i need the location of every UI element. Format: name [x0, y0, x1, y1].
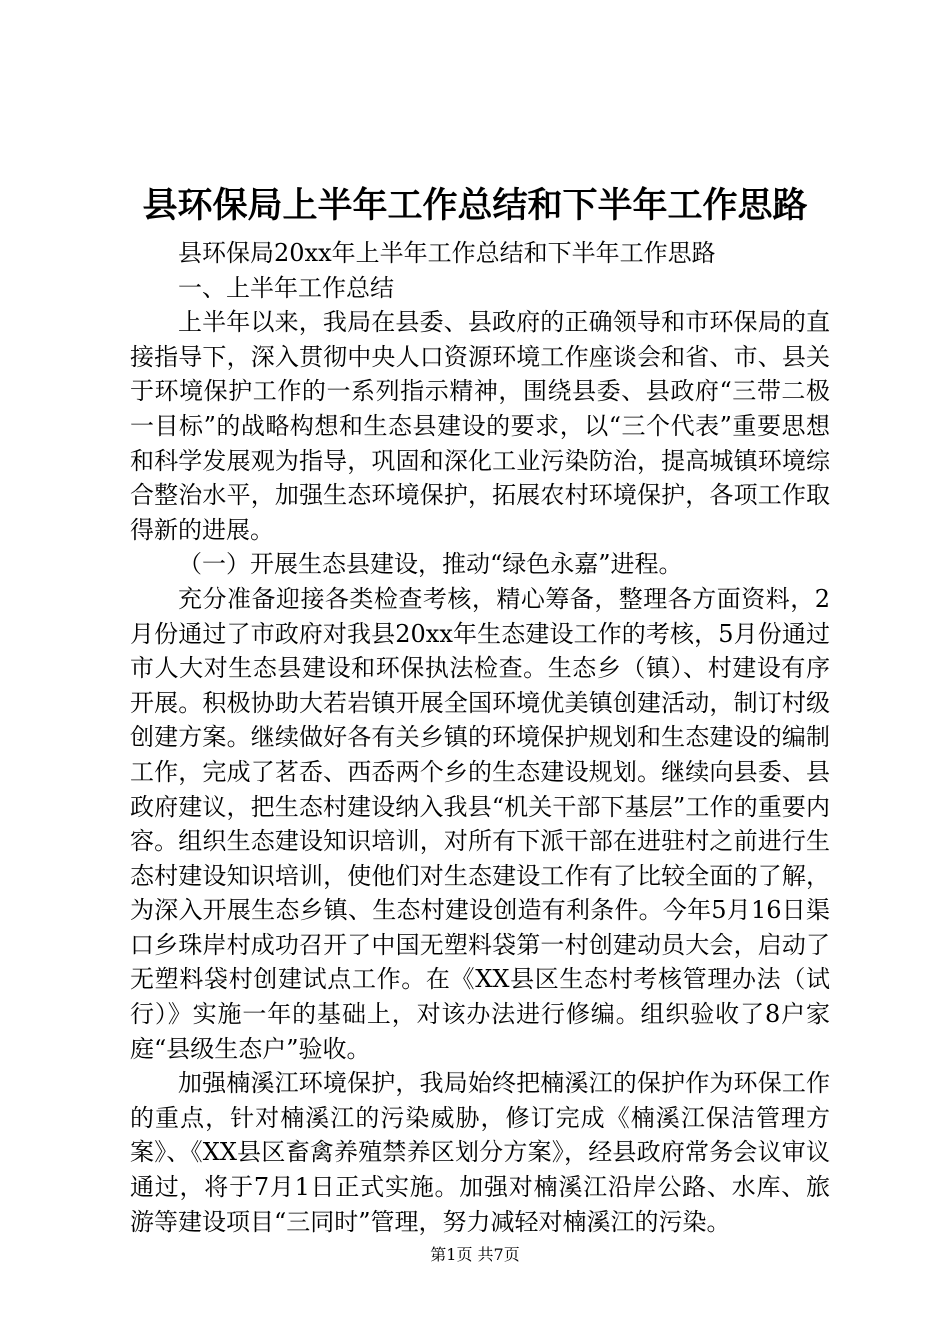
paragraph: （一）开展生态县建设，推动“绿色永嘉”进程。: [178, 550, 683, 579]
document-body: [130, 236, 830, 1239]
document-title: 县环保局上半年工作总结和下半年工作思路: [142, 185, 808, 226]
page-footer: 第1页 共7页: [430, 1245, 520, 1264]
paragraph: 加强楠溪江环境保护，我局始终把楠溪江的保护作为环保工作的重点，针对楠溪江的污染威胁，修订完成《楠溪江保洁管理方案》、《XX县区畜禽养殖禁养区划分方案》，经县政府常务会议审议通过，将于7月1日正式实施。加强对楠溪江沿岸公路、水库、旅游等建设项目“三同时”管理，努力减轻对楠溪江的污染。: [130, 1069, 830, 1236]
paragraph: 上半年以来，我局在县委、县政府的正确领导和市环保局的直接指导下，深入贯彻中央人口资源环境工作座谈会和省、市、县关于环境保护工作的一系列指示精神，围绕县委、县政府“三带二极一目标”的战略构想和生态县建设的要求，以“三个代表”重要思想和科学发展观为指导，巩固和深化工业污染防治，提高城镇环境综合整治水平，加强生态环境保护，拓展农村环境保护，各项工作取得新的进展。: [130, 308, 830, 544]
section-heading: 一、上半年工作总结: [178, 273, 394, 302]
paragraph: 充分准备迎接各类检查考核，精心筹备，整理各方面资料，2月份通过了市政府对我县20xx年生态建设工作的考核，5月份通过市人大对生态县建设和环保执法检查。生态乡（镇）、村建设有序开展。积极协助大若岩镇开展全国环境优美镇创建活动，制订村级创建方案。继续做好各有关乡镇的环境保护规划和生态建设的编制工作，完成了茗岙、西岙两个乡的生态建设规划。继续向县委、县政府建议，把生态村建设纳入我县“机关干部下基层”工作的重要内容。组织生态建设知识培训，对所有下派干部在进驻村之前进行生态村建设知识培训，使他们对生态建设工作有了比较全面的了解，为深入开展生态乡镇、生态村建设创造有利条件。今年5月16日渠口乡珠岸村成功召开了中国无塑料袋第一村创建动员大会，启动了无塑料袋村创建试点工作。在《XX县区生态村考核管理办法（试行）》实施一年的基础上，对该办法进行修编。组织验收了8户家庭“县级生态户”验收。: [130, 584, 830, 1063]
document-subtitle: 县环保局20xx年上半年工作总结和下半年工作思路: [178, 239, 716, 267]
